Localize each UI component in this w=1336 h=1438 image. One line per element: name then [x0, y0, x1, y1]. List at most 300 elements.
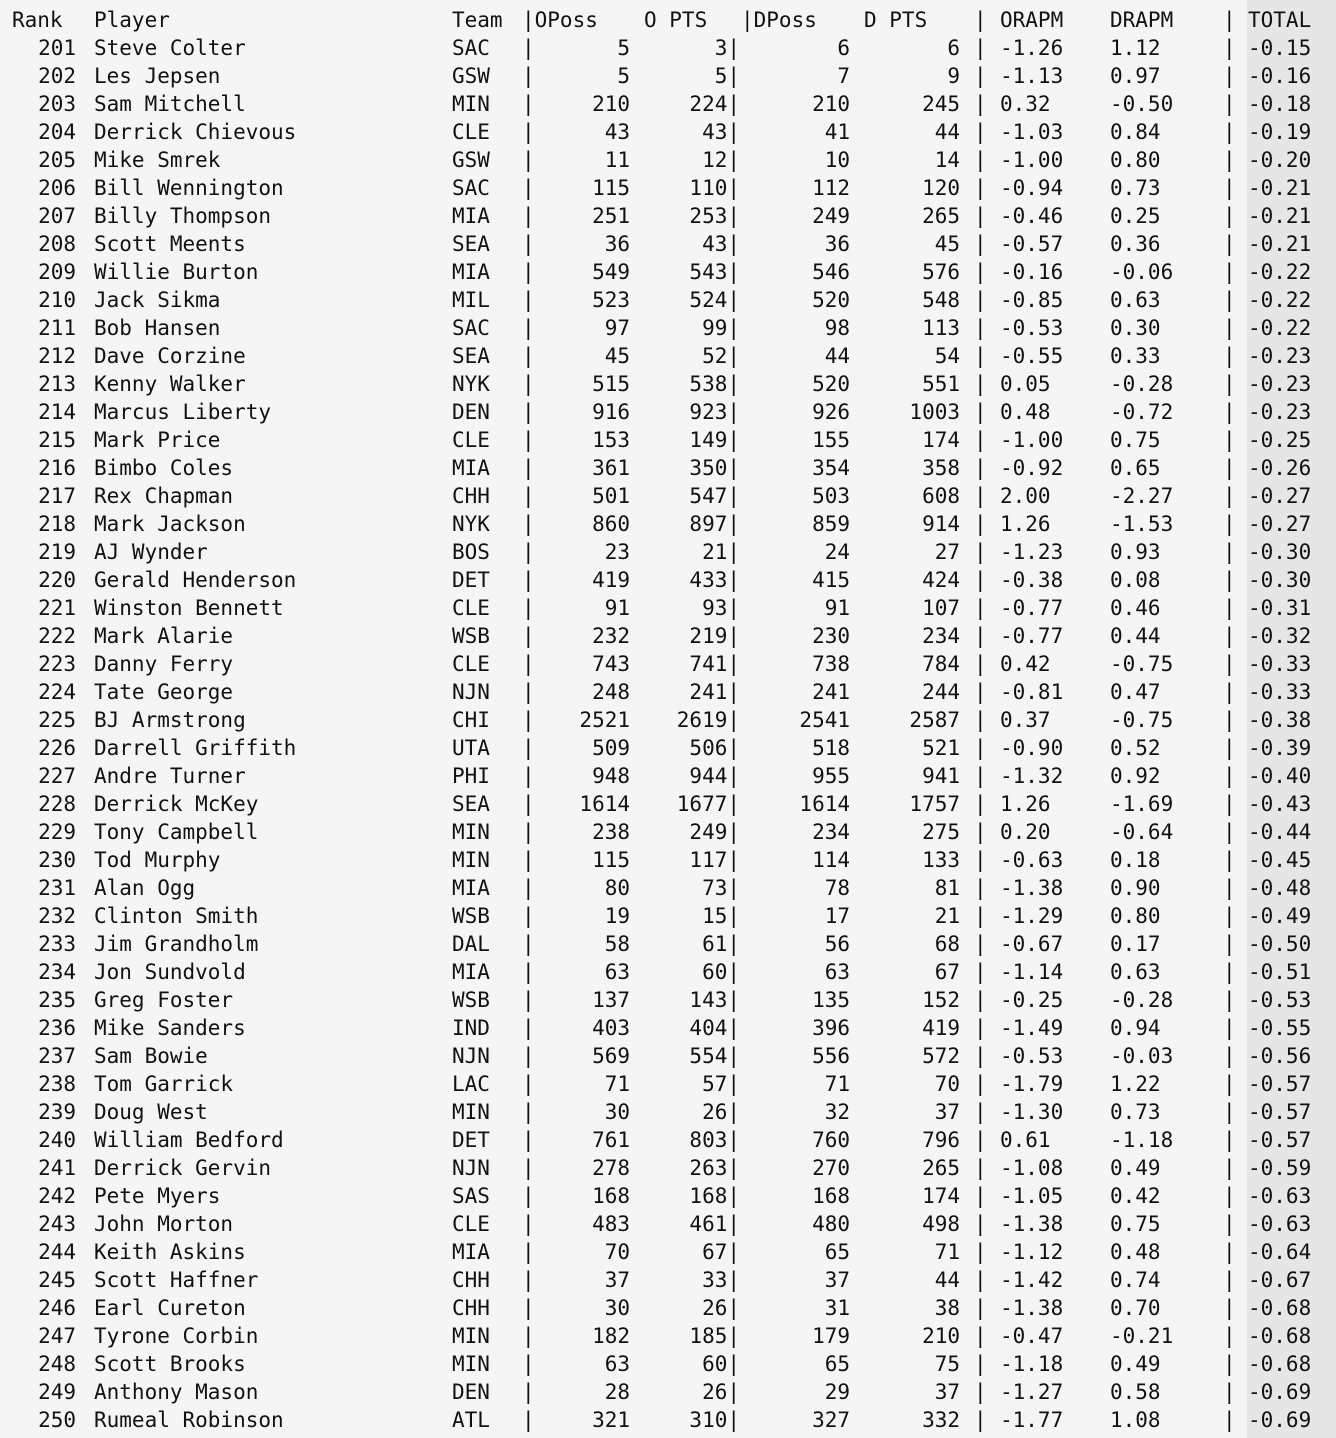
separator: |	[1223, 624, 1236, 648]
table-row	[0, 90, 1336, 118]
orapm-cell: -0.67	[1000, 932, 1064, 956]
team-cell: IND	[452, 1016, 490, 1040]
separator: |	[974, 1016, 987, 1040]
dpts-cell: 174	[922, 1184, 960, 1208]
drapm-cell: 0.44	[1110, 624, 1161, 648]
header-rank: Rank	[12, 8, 63, 32]
separator: |	[522, 932, 535, 956]
team-cell: NYK	[452, 512, 490, 536]
total-cell: -0.16	[1248, 64, 1312, 88]
drapm-cell: 1.12	[1110, 36, 1161, 60]
oposs-cell: 168	[592, 1184, 630, 1208]
dpts-cell: 941	[922, 764, 960, 788]
player-cell: Sam Bowie	[94, 1044, 208, 1068]
separator: |	[522, 1044, 535, 1068]
separator: |	[974, 344, 987, 368]
oposs-cell: 71	[604, 1072, 630, 1096]
dposs-cell: 98	[824, 316, 850, 340]
dpts-cell: 44	[934, 1268, 960, 1292]
dpts-cell: 44	[934, 120, 960, 144]
separator: |	[1223, 232, 1236, 256]
opts-cell: 149|	[689, 428, 740, 452]
drapm-cell: 0.42	[1110, 1184, 1161, 1208]
rank-cell: 238	[38, 1072, 76, 1096]
dposs-cell: 78	[824, 876, 850, 900]
separator: |	[522, 1100, 535, 1124]
oposs-cell: 97	[604, 316, 630, 340]
separator: |	[522, 232, 535, 256]
separator: |	[974, 176, 987, 200]
separator: |	[1223, 820, 1236, 844]
separator: |	[974, 120, 987, 144]
oposs-cell: 11	[604, 148, 630, 172]
orapm-cell: -1.08	[1000, 1156, 1064, 1180]
opts-cell: 547|	[689, 484, 740, 508]
player-cell: AJ Wynder	[94, 540, 208, 564]
separator: |	[974, 1352, 987, 1376]
dposs-cell: 168	[812, 1184, 850, 1208]
dposs-cell: 6	[837, 36, 850, 60]
header-oposs: |OPoss	[522, 8, 598, 32]
team-cell: MIA	[452, 960, 490, 984]
opts-cell: 61|	[702, 932, 740, 956]
oposs-cell: 182	[592, 1324, 630, 1348]
total-cell: -0.57	[1248, 1128, 1312, 1152]
separator: |	[974, 1212, 987, 1236]
player-cell: Tate George	[94, 680, 234, 704]
total-cell: -0.59	[1248, 1156, 1312, 1180]
orapm-cell: -0.92	[1000, 456, 1064, 480]
orapm-cell: 0.42	[1000, 652, 1051, 676]
rank-cell: 249	[38, 1380, 76, 1404]
table-row	[0, 566, 1336, 594]
orapm-cell: -1.26	[1000, 36, 1064, 60]
table-row	[0, 734, 1336, 762]
team-cell: CLE	[452, 596, 490, 620]
dpts-cell: 9	[947, 64, 960, 88]
dpts-cell: 265	[922, 204, 960, 228]
opts-cell: 350|	[689, 456, 740, 480]
drapm-cell: 1.08	[1110, 1408, 1161, 1432]
opts-cell: 741|	[689, 652, 740, 676]
separator: |	[522, 260, 535, 284]
dposs-cell: 24	[824, 540, 850, 564]
total-cell: -0.21	[1248, 204, 1312, 228]
dposs-cell: 2541	[799, 708, 850, 732]
drapm-cell: -1.69	[1110, 792, 1174, 816]
dposs-cell: 31	[824, 1296, 850, 1320]
rank-cell: 234	[38, 960, 76, 984]
separator: |	[974, 876, 987, 900]
separator: |	[974, 540, 987, 564]
rank-cell: 206	[38, 176, 76, 200]
total-cell: -0.53	[1248, 988, 1312, 1012]
oposs-cell: 137	[592, 988, 630, 1012]
opts-cell: 538|	[689, 372, 740, 396]
opts-cell: 803|	[689, 1128, 740, 1152]
drapm-cell: 0.30	[1110, 316, 1161, 340]
separator: |	[1223, 1016, 1236, 1040]
separator: |	[974, 1184, 987, 1208]
total-cell: -0.15	[1248, 36, 1312, 60]
separator: |	[522, 1352, 535, 1376]
total-cell: -0.18	[1248, 92, 1312, 116]
drapm-cell: -0.28	[1110, 988, 1174, 1012]
drapm-cell: 0.94	[1110, 1016, 1161, 1040]
table-row	[0, 790, 1336, 818]
total-cell: -0.26	[1248, 456, 1312, 480]
drapm-cell: -1.53	[1110, 512, 1174, 536]
opts-cell: 5|	[714, 64, 740, 88]
separator: |	[1223, 428, 1236, 452]
table-row	[0, 1098, 1336, 1126]
rapm-table	[0, 6, 1336, 1434]
dposs-cell: 17	[824, 904, 850, 928]
separator: |	[974, 792, 987, 816]
player-cell: Derrick Gervin	[94, 1156, 272, 1180]
orapm-cell: -1.23	[1000, 540, 1064, 564]
team-cell: UTA	[452, 736, 490, 760]
separator: |	[974, 1072, 987, 1096]
table-row	[0, 202, 1336, 230]
separator: |	[974, 1268, 987, 1292]
team-cell: MIN	[452, 1100, 490, 1124]
separator: |	[974, 624, 987, 648]
opts-cell: 554|	[689, 1044, 740, 1068]
total-cell: -0.63	[1248, 1184, 1312, 1208]
orapm-cell: 0.37	[1000, 708, 1051, 732]
dpts-cell: 2587	[909, 708, 960, 732]
rank-cell: 246	[38, 1296, 76, 1320]
orapm-cell: -1.29	[1000, 904, 1064, 928]
orapm-cell: -1.27	[1000, 1380, 1064, 1404]
team-cell: NJN	[452, 680, 490, 704]
team-cell: CLE	[452, 428, 490, 452]
oposs-cell: 403	[592, 1016, 630, 1040]
total-cell: -0.20	[1248, 148, 1312, 172]
separator: |	[974, 92, 987, 116]
separator: |	[974, 64, 987, 88]
separator: |	[522, 792, 535, 816]
total-cell: -0.32	[1248, 624, 1312, 648]
player-cell: Winston Bennett	[94, 596, 284, 620]
drapm-cell: -0.28	[1110, 372, 1174, 396]
rank-cell: 211	[38, 316, 76, 340]
table-row	[0, 510, 1336, 538]
table-body	[0, 34, 1336, 1434]
rank-cell: 250	[38, 1408, 76, 1432]
total-cell: -0.48	[1248, 876, 1312, 900]
player-cell: William Bedford	[94, 1128, 284, 1152]
table-row	[0, 62, 1336, 90]
separator: |	[1223, 64, 1236, 88]
player-cell: Jim Grandholm	[94, 932, 259, 956]
table-row	[0, 230, 1336, 258]
team-cell: MIN	[452, 1352, 490, 1376]
table-row	[0, 874, 1336, 902]
separator: |	[974, 428, 987, 452]
dposs-cell: 518	[812, 736, 850, 760]
header-drapm: DRAPM	[1110, 8, 1174, 32]
team-cell: GSW	[452, 148, 490, 172]
dposs-cell: 546	[812, 260, 850, 284]
rank-cell: 210	[38, 288, 76, 312]
table-row	[0, 622, 1336, 650]
table-row	[0, 846, 1336, 874]
separator: |	[522, 176, 535, 200]
team-cell: DAL	[452, 932, 490, 956]
dposs-cell: 859	[812, 512, 850, 536]
drapm-cell: 0.58	[1110, 1380, 1161, 1404]
orapm-cell: -1.00	[1000, 148, 1064, 172]
separator: |	[1223, 148, 1236, 172]
rank-cell: 209	[38, 260, 76, 284]
separator: |	[522, 596, 535, 620]
rank-cell: 223	[38, 652, 76, 676]
opts-cell: 21|	[702, 540, 740, 564]
total-cell: -0.68	[1248, 1324, 1312, 1348]
orapm-cell: -0.25	[1000, 988, 1064, 1012]
drapm-cell: 0.90	[1110, 876, 1161, 900]
oposs-cell: 210	[592, 92, 630, 116]
rank-cell: 203	[38, 92, 76, 116]
dposs-cell: 396	[812, 1016, 850, 1040]
separator: |	[522, 120, 535, 144]
total-cell: -0.31	[1248, 596, 1312, 620]
separator: |	[974, 652, 987, 676]
orapm-cell: -1.18	[1000, 1352, 1064, 1376]
opts-cell: 3|	[714, 36, 740, 60]
separator: |	[522, 1408, 535, 1432]
total-cell: -0.30	[1248, 540, 1312, 564]
drapm-cell: 1.22	[1110, 1072, 1161, 1096]
oposs-cell: 115	[592, 176, 630, 200]
drapm-cell: 0.17	[1110, 932, 1161, 956]
separator: |	[974, 400, 987, 424]
separator: |	[522, 680, 535, 704]
opts-cell: 26|	[702, 1100, 740, 1124]
player-cell: Tod Murphy	[94, 848, 221, 872]
oposs-cell: 321	[592, 1408, 630, 1432]
team-cell: MIA	[452, 456, 490, 480]
dposs-cell: 65	[824, 1352, 850, 1376]
separator: |	[522, 1268, 535, 1292]
drapm-cell: 0.25	[1110, 204, 1161, 228]
orapm-cell: -0.38	[1000, 568, 1064, 592]
table-row	[0, 1070, 1336, 1098]
rank-cell: 227	[38, 764, 76, 788]
team-cell: MIN	[452, 1324, 490, 1348]
player-cell: Darrell Griffith	[94, 736, 297, 760]
rank-cell: 245	[38, 1268, 76, 1292]
rank-cell: 222	[38, 624, 76, 648]
drapm-cell: -0.03	[1110, 1044, 1174, 1068]
drapm-cell: 0.33	[1110, 344, 1161, 368]
oposs-cell: 549	[592, 260, 630, 284]
player-cell: Mark Alarie	[94, 624, 234, 648]
dpts-cell: 37	[934, 1380, 960, 1404]
dposs-cell: 37	[824, 1268, 850, 1292]
team-cell: DEN	[452, 1380, 490, 1404]
table-row	[0, 1014, 1336, 1042]
separator: |	[974, 316, 987, 340]
rank-cell: 216	[38, 456, 76, 480]
separator: |	[1223, 344, 1236, 368]
separator: |	[522, 92, 535, 116]
oposs-cell: 238	[592, 820, 630, 844]
oposs-cell: 860	[592, 512, 630, 536]
player-cell: Steve Colter	[94, 36, 246, 60]
table-row	[0, 34, 1336, 62]
separator: |	[1223, 372, 1236, 396]
orapm-cell: 0.32	[1000, 92, 1051, 116]
dpts-cell: 21	[934, 904, 960, 928]
team-cell: MIL	[452, 288, 490, 312]
rank-cell: 214	[38, 400, 76, 424]
oposs-cell: 153	[592, 428, 630, 452]
orapm-cell: -1.12	[1000, 1240, 1064, 1264]
drapm-cell: 0.47	[1110, 680, 1161, 704]
opts-cell: 57|	[702, 1072, 740, 1096]
opts-cell: 506|	[689, 736, 740, 760]
separator: |	[522, 736, 535, 760]
separator: |	[522, 204, 535, 228]
total-cell: -0.44	[1248, 820, 1312, 844]
total-cell: -0.69	[1248, 1380, 1312, 1404]
team-cell: NYK	[452, 372, 490, 396]
dpts-cell: 107	[922, 596, 960, 620]
header-dpts: D PTS	[864, 8, 928, 32]
drapm-cell: 0.80	[1110, 148, 1161, 172]
orapm-cell: -1.00	[1000, 428, 1064, 452]
drapm-cell: 0.49	[1110, 1352, 1161, 1376]
drapm-cell: -0.75	[1110, 652, 1174, 676]
rank-cell: 202	[38, 64, 76, 88]
separator: |	[1223, 1268, 1236, 1292]
rank-cell: 240	[38, 1128, 76, 1152]
table-row	[0, 762, 1336, 790]
dpts-cell: 54	[934, 344, 960, 368]
total-cell: -0.63	[1248, 1212, 1312, 1236]
oposs-cell: 761	[592, 1128, 630, 1152]
orapm-cell: -1.77	[1000, 1408, 1064, 1432]
opts-cell: 224|	[689, 92, 740, 116]
separator: |	[974, 1296, 987, 1320]
separator: |	[522, 344, 535, 368]
table-row	[0, 258, 1336, 286]
separator: |	[522, 624, 535, 648]
team-cell: LAC	[452, 1072, 490, 1096]
separator: |	[974, 708, 987, 732]
dpts-cell: 75	[934, 1352, 960, 1376]
opts-cell: 543|	[689, 260, 740, 284]
separator: |	[1223, 708, 1236, 732]
oposs-cell: 232	[592, 624, 630, 648]
team-cell: PHI	[452, 764, 490, 788]
total-cell: -0.22	[1248, 288, 1312, 312]
dpts-cell: 784	[922, 652, 960, 676]
opts-cell: 117|	[689, 848, 740, 872]
oposs-cell: 569	[592, 1044, 630, 1068]
oposs-cell: 30	[604, 1296, 630, 1320]
separator: |	[1223, 288, 1236, 312]
table-row	[0, 1238, 1336, 1266]
drapm-cell: 0.65	[1110, 456, 1161, 480]
player-cell: Dave Corzine	[94, 344, 246, 368]
oposs-cell: 361	[592, 456, 630, 480]
separator: |	[974, 1324, 987, 1348]
player-cell: Alan Ogg	[94, 876, 196, 900]
table-row	[0, 1266, 1336, 1294]
separator: |	[974, 148, 987, 172]
dpts-cell: 152	[922, 988, 960, 1012]
orapm-cell: -1.32	[1000, 764, 1064, 788]
separator: |	[974, 736, 987, 760]
rank-cell: 242	[38, 1184, 76, 1208]
opts-cell: 26|	[702, 1380, 740, 1404]
separator: |	[1223, 988, 1236, 1012]
team-cell: SAS	[452, 1184, 490, 1208]
separator: |	[1223, 1128, 1236, 1152]
separator: |	[1223, 120, 1236, 144]
dpts-cell: 234	[922, 624, 960, 648]
separator: |	[1223, 960, 1236, 984]
dposs-cell: 32	[824, 1100, 850, 1124]
dposs-cell: 179	[812, 1324, 850, 1348]
separator: |	[522, 1380, 535, 1404]
separator: |	[1223, 1156, 1236, 1180]
player-cell: Keith Askins	[94, 1240, 246, 1264]
separator: |	[522, 148, 535, 172]
oposs-cell: 948	[592, 764, 630, 788]
dposs-cell: 926	[812, 400, 850, 424]
dposs-cell: 327	[812, 1408, 850, 1432]
separator: |	[522, 1324, 535, 1348]
dpts-cell: 67	[934, 960, 960, 984]
table-row	[0, 1042, 1336, 1070]
drapm-cell: 0.97	[1110, 64, 1161, 88]
orapm-cell: -0.47	[1000, 1324, 1064, 1348]
oposs-cell: 19	[604, 904, 630, 928]
dposs-cell: 760	[812, 1128, 850, 1152]
rank-cell: 225	[38, 708, 76, 732]
orapm-cell: -0.63	[1000, 848, 1064, 872]
player-cell: Jon Sundvold	[94, 960, 246, 984]
separator: |	[974, 1156, 987, 1180]
oposs-cell: 5	[617, 36, 630, 60]
opts-cell: 219|	[689, 624, 740, 648]
orapm-cell: -0.77	[1000, 624, 1064, 648]
player-cell: BJ Armstrong	[94, 708, 246, 732]
table-row	[0, 902, 1336, 930]
separator: |	[522, 484, 535, 508]
rank-cell: 235	[38, 988, 76, 1012]
table-row	[0, 594, 1336, 622]
separator: |	[1223, 316, 1236, 340]
table-row	[0, 930, 1336, 958]
orapm-cell: -0.53	[1000, 1044, 1064, 1068]
separator: |	[522, 1296, 535, 1320]
dposs-cell: 241	[812, 680, 850, 704]
player-cell: Bimbo Coles	[94, 456, 234, 480]
separator: |	[522, 36, 535, 60]
rank-cell: 213	[38, 372, 76, 396]
table-row	[0, 118, 1336, 146]
separator: |	[1223, 456, 1236, 480]
team-cell: NJN	[452, 1156, 490, 1180]
team-cell: MIA	[452, 204, 490, 228]
orapm-cell: 0.48	[1000, 400, 1051, 424]
